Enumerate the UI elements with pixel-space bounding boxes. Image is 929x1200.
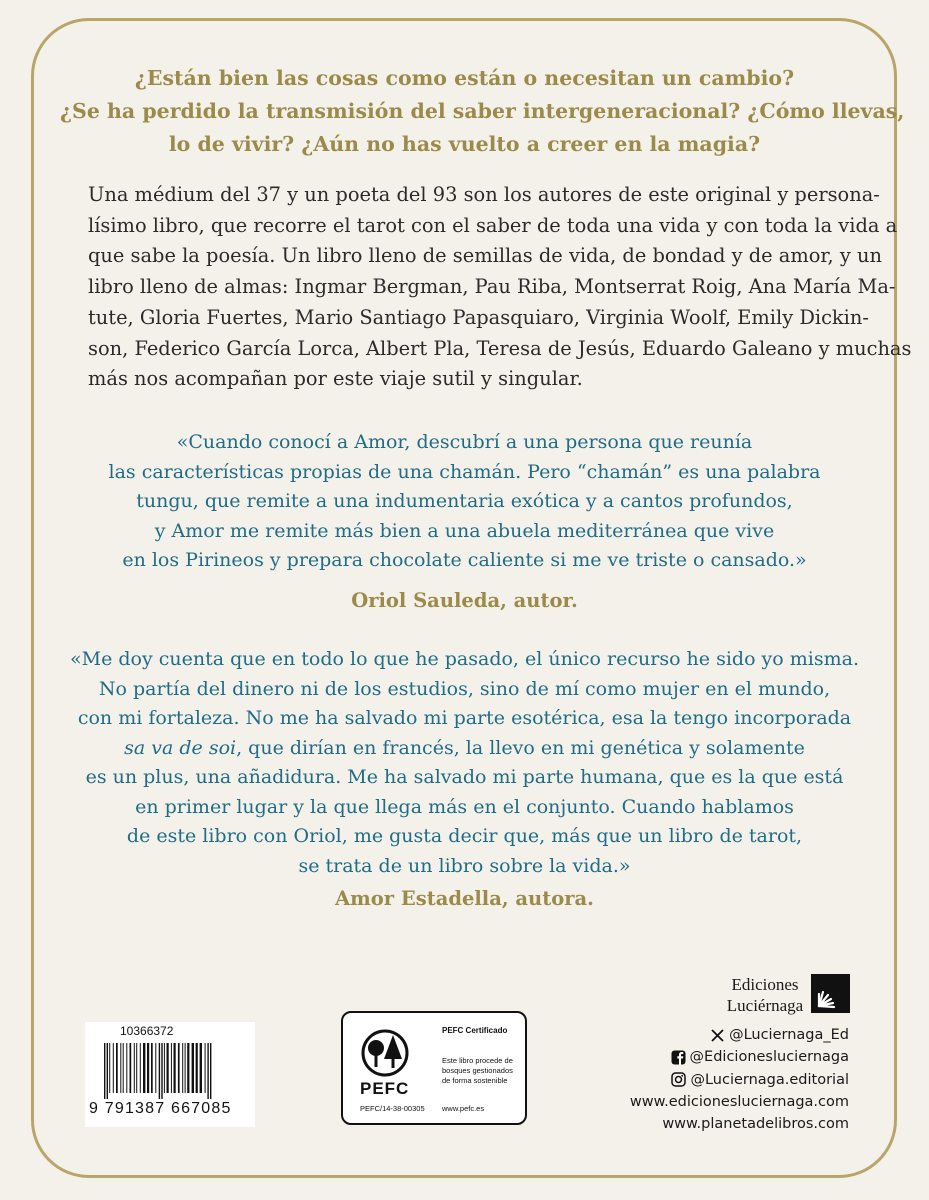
publisher-name: [705, 974, 825, 1016]
barcode-bar: [109, 1043, 110, 1093]
pefc-title: PEFC Certificado: [442, 1026, 508, 1035]
barcode-bar: [182, 1043, 183, 1093]
facebook-contact[interactable]: [630, 1046, 849, 1068]
description-paragraph: [88, 180, 912, 395]
barcode-bar: [205, 1043, 206, 1093]
barcode-bar: [107, 1043, 108, 1099]
barcode-bar: [116, 1043, 118, 1093]
intro-line: ¿Se ha perdido la transmisión del saber intergeneracional? ¿Cómo llevas,: [60, 99, 905, 123]
internal-code: 10366372: [120, 1024, 174, 1038]
barcode-bar: [130, 1043, 132, 1093]
quote-line: [60, 734, 869, 764]
pefc-certification-label: [341, 1011, 527, 1125]
website-url: www.planetadelibros.com: [662, 1116, 849, 1133]
instagram-handle: @Luciernaga.editorial: [690, 1071, 849, 1088]
website-link[interactable]: [630, 1113, 849, 1135]
pefc-description-line: bosques gestionados: [442, 1066, 513, 1075]
barcode-bar: [174, 1043, 176, 1093]
body-line: lísimo libro, que recorre el tarot con el saber de toda una vida y con toda la vida a: [88, 213, 898, 237]
barcode-bar: [134, 1043, 135, 1093]
body-line: son, Federico García Lorca, Albert Pla, Teresa de Jesús, Eduardo Galeano y muchas: [88, 336, 912, 360]
quote-line: se trata de un libro sobre la vida.»: [298, 854, 631, 877]
facebook-handle: @Edicionesluciernaga: [689, 1049, 849, 1066]
pefc-code: PEFC/14-38-00305: [360, 1104, 425, 1113]
publisher-name-line: Luciérnaga: [726, 996, 804, 1015]
quote-line: es un plus, una añadidura. Me ha salvado mi parte humana, que es la que está: [85, 766, 844, 788]
barcode-bar: [147, 1043, 149, 1093]
quote-line: de este libro con Oriol, me gusta decir que, más que un libro de tarot,: [126, 825, 803, 847]
barcode-bar: [136, 1043, 137, 1093]
quote-line: «Me doy cuenta que en todo lo que he pasado, el único recurso he sido yo misma.: [69, 648, 859, 670]
pefc-trees-icon: [357, 1029, 413, 1084]
website-url: www.edicionesluciernaga.com: [629, 1093, 849, 1110]
barcode-bar: [123, 1043, 124, 1093]
quote-amor: [60, 645, 869, 881]
instagram-contact[interactable]: [630, 1069, 849, 1091]
barcode-bar: [171, 1043, 172, 1093]
body-line: libro lleno de almas: Ingmar Bergman, Pau Riba, Montserrat Roig, Ana María Ma-: [88, 275, 896, 299]
italic-phrase: sa va de soi: [124, 736, 237, 759]
intro-line: ¿Están bien las cosas como están o necesitan un cambio?: [134, 66, 795, 90]
x-logo-icon: [710, 1028, 725, 1043]
barcode-bar: [126, 1043, 127, 1093]
quote-line-rest: , que dirían en francés, la llevo en mi genética y solamente: [236, 736, 805, 759]
barcode-bar: [143, 1043, 145, 1093]
barcode-bar: [200, 1043, 202, 1093]
quote-line: las características propias de una chamán. Pero “chamán” es una palabra: [108, 460, 821, 483]
intro-line: lo de vivir? ¿Aún no has vuelto a creer en la magia?: [168, 132, 761, 156]
publisher-name-line: Ediciones: [731, 975, 799, 994]
barcode-bar: [207, 1043, 208, 1099]
pefc-url: www.pefc.es: [442, 1104, 485, 1113]
pefc-description-line: de forma sostenible: [442, 1076, 508, 1085]
pefc-description: [442, 1056, 524, 1086]
body-line: tute, Gloria Fuertes, Mario Santiago Papasquiaro, Virginia Woolf, Emily Dickin-: [88, 305, 869, 329]
body-line: más nos acompañan por este viaje sutil y singular.: [88, 367, 583, 391]
body-line: que sabe la poesía. Un libro lleno de semillas de vida, de bondad y de amor, y un: [88, 244, 882, 268]
attribution-oriol: Oriol Sauleda, autor.: [351, 589, 578, 612]
publisher-contacts: [630, 1024, 849, 1135]
intro-questions: [60, 62, 905, 161]
website-link[interactable]: [630, 1091, 849, 1113]
quote-line: en primer lugar y la que llega más en el conjunto. Cuando hablamos: [135, 795, 794, 818]
barcode-bar: [210, 1043, 211, 1099]
quote-line: y Amor me remite más bien a una abuela mediterránea que vive: [154, 519, 775, 542]
barcode-bar: [187, 1043, 189, 1093]
firefly-logo-icon: [811, 974, 850, 1013]
barcode-bar: [196, 1043, 198, 1093]
barcode-bar: [161, 1043, 162, 1099]
pefc-description-line: Este libro procede de: [442, 1056, 513, 1065]
isbn-number: 9 791387 667085: [89, 1100, 232, 1117]
barcode-bar: [178, 1043, 180, 1093]
barcode-bar: [151, 1043, 153, 1093]
pefc-logo-text: PEFC: [360, 1079, 410, 1098]
quote-line: en los Pirineos y prepara chocolate caliente si me ve triste o cansado.»: [122, 549, 807, 571]
barcode-bar: [113, 1043, 114, 1093]
barcode-bar: [155, 1043, 156, 1093]
quote-line: tungu, que remite a una indumentaria exótica y a cantos profundos,: [136, 490, 793, 512]
quote-line: «Cuando conocí a Amor, descubrí a una persona que reunía: [176, 431, 753, 453]
x-contact[interactable]: [630, 1024, 849, 1046]
barcode-bar: [120, 1043, 121, 1093]
barcode-bar: [167, 1043, 169, 1093]
quote-line: No partía del dinero ni de los estudios, sino de mí como mujer en el mundo,: [98, 677, 831, 700]
barcode-bar: [159, 1043, 160, 1099]
facebook-icon: [671, 1050, 686, 1065]
attribution-amor: Amor Estadella, autora.: [335, 887, 594, 910]
body-line: Una médium del 37 y un poeta del 93 son los autores de este original y persona-: [88, 183, 880, 206]
quote-line: con mi fortaleza. No me ha salvado mi parte esotérica, esa la tengo incorporada: [77, 707, 852, 729]
barcode-bar: [185, 1043, 186, 1093]
barcode-bars: [104, 1043, 244, 1099]
x-handle: @Luciernaga_Ed: [729, 1027, 849, 1043]
barcode-bar: [140, 1043, 141, 1093]
barcode-bar: [192, 1043, 194, 1093]
instagram-icon: [671, 1072, 686, 1087]
quote-oriol: [60, 428, 869, 576]
barcode-bar: [104, 1043, 105, 1099]
barcode-bar: [164, 1043, 165, 1093]
